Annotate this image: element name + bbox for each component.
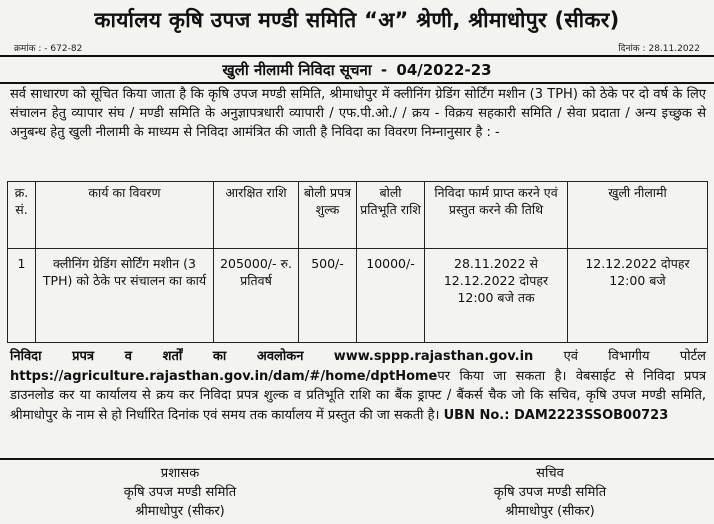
- secretary-org: कृषि उपज मण्डी समिति: [493, 485, 607, 500]
- col-header-reserve-price: आरक्षित राशि: [214, 182, 299, 249]
- header-divider: [0, 55, 714, 57]
- cell-description: क्लीनिंग ग्रेडिंग सोर्टिंग मशीन (3 TPH) को ठेके पर संचालन का कार्य: [36, 249, 214, 343]
- terms-portal-text: एवं विभागीय पोर्टल: [563, 349, 706, 364]
- secretary-place: श्रीमाधोपुर (सीकर): [505, 504, 595, 519]
- secretary-signature-block: [440, 464, 660, 521]
- terms-body: पर किया जा सकता है। वेबसाईट से निविदा प्रपत्र डाउनलोड कर या कार्यालय से क्रय कर निविदा प्रपत्र शुल्क व प्रतिभूति राशि का बैंक ड्राफ्ट / बैंकर्स चैक जो कि सचिव, कृषि उपज मण्डी समिति, श्रीमाधोपुर के नाम से हो निर्धारित दिनांक एवं समय तक कार्यालय में प्रस्तुत की जा सकती है।: [10, 368, 706, 423]
- agriculture-portal-link[interactable]: https://agriculture.rajasthan.gov.in/dam/#/home/dptHome: [10, 368, 438, 384]
- col-header-sno: क्र. सं.: [8, 182, 36, 249]
- secretary-designation: सचिव: [536, 466, 564, 481]
- ubn-number: UBN No.: DAM2223SSOB00723: [443, 407, 669, 423]
- reference-label: क्रमांक : -: [14, 44, 48, 54]
- reference-number: [14, 41, 82, 54]
- intro-paragraph: सर्व साधारण को सूचित किया जाता है कि कृषि उपज मण्डी समिति, श्रीमाधोपुर में क्लीनिंग ग्रेडिंग सोर्टिंग मशीन (3 TPH) को ठेके पर दो वर्ष के लिए संचालन हेतु व्यापार संघ / मण्डी समिति के अनुज्ञापत्रधारी व्यापारी / एफ.पी.ओ./ / क्रय - विक्रय सहकारी समिति / सेवा प्रदाता / अन्य इच्छुक से अनुबन्ध हेतु खुली नीलामी के माध्यम से निविदा आमंत्रित की जाती है निविदा का विवरण निम्नानुसार है : -: [10, 87, 706, 140]
- administrator-designation: प्रशासक: [160, 466, 200, 481]
- cell-reserve-price: 205000/- रु. प्रतिवर्ष: [214, 249, 299, 343]
- col-header-form-dates: निविदा फार्म प्राप्त करने एवं प्रस्तुत करने की तिथि: [425, 182, 568, 249]
- notice-number: 04/2022-23: [396, 61, 492, 79]
- notice-title-text: खुली नीलामी निविदा सूचना: [222, 61, 372, 79]
- cell-sno: 1: [8, 249, 36, 343]
- table-header-row: [8, 182, 708, 249]
- administrator-org: कृषि उपज मण्डी समिति: [123, 485, 237, 500]
- col-header-auction: खुली नीलामी: [568, 182, 708, 249]
- terms-intro: निविदा प्रपत्र व शर्तों का अवलोकन: [10, 349, 304, 364]
- cell-security: 10000/-: [357, 249, 425, 343]
- administrator-signature-block: [70, 464, 290, 521]
- reference-value: 672-82: [50, 44, 83, 54]
- col-header-security: बोली प्रतिभूति राशि: [357, 182, 425, 249]
- tender-table: [7, 181, 708, 343]
- col-header-description: कार्य का विवरण: [36, 182, 214, 249]
- table-row: [8, 249, 708, 343]
- notice-title-dash: -: [380, 61, 388, 79]
- sppp-website-link[interactable]: www.sppp.rajasthan.gov.in: [333, 349, 534, 364]
- notice-title: [0, 60, 714, 80]
- office-title: कार्यालय कृषि उपज मण्डी समिति “अ” श्रेणी, श्रीमाधोपुर (सीकर): [94, 8, 620, 32]
- terms-paragraph: [10, 347, 706, 425]
- date-value: 28.11.2022: [648, 44, 700, 54]
- title-divider: [0, 82, 714, 84]
- footer-divider: [0, 458, 714, 460]
- issue-date: [618, 41, 700, 54]
- cell-auction: 12.12.2022 दोपहर 12:00 बजे: [568, 249, 708, 343]
- col-header-form-fee: बोली प्रपत्र शुल्क: [299, 182, 357, 249]
- administrator-place: श्रीमाधोपुर (सीकर): [135, 504, 225, 519]
- cell-form-dates: 28.11.2022 से 12.12.2022 दोपहर 12:00 बजे तक: [425, 249, 568, 343]
- cell-form-fee: 500/-: [299, 249, 357, 343]
- date-label: दिनांक :: [618, 44, 646, 54]
